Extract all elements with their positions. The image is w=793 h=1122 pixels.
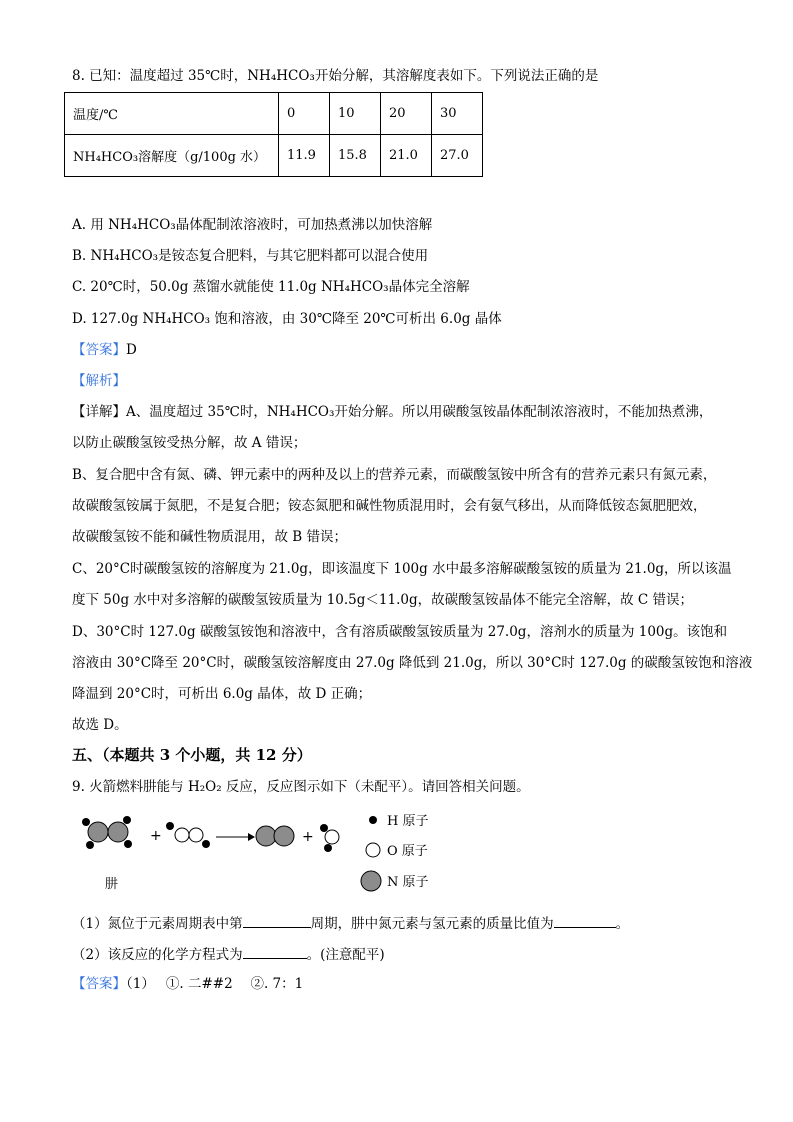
table-row [65,135,483,177]
sub2-text-b: 。(注意配平) [306,947,385,963]
sub2-text-a: （2）该反应的化学方程式为 [72,947,243,963]
analysis-line: D、30°C时 127.0g 碳酸氢铵饱和溶液中，含有溶质碳酸氢铵质量为 27.0g，溶剂水的质量为 100g。该饱和 [72,624,728,640]
sub1-text-a: （1）氮位于元素周期表中第 [72,916,243,932]
analysis-line: B、复合肥中含有氮、磷、钾元素中的两种及以上的营养元素，而碳酸氢铵中所含有的营养元素只有氮元素， [72,467,717,483]
answer-value: （1） ①. 二##2 ②. 7：1 [126,976,304,992]
hydrazine-molecule-icon [82,816,132,849]
n-atom-icon [361,871,381,891]
q9-sub2 [72,944,385,964]
analysis-line: 以防止碳酸氢铵受热分解，故 A 错误； [72,435,307,451]
reaction-diagram [72,808,492,898]
section-title: 五、（本题共 3 个小题，共 12 分） [72,746,312,764]
option-d: D. 127.0g NH₄HCO₃ 饱和溶液，由 30℃降至 20℃可析出 6.0g 晶体 [72,311,502,327]
option-c: C. 20℃时，50.0g 蒸馏水就能使 11.0g NH₄HCO₃晶体完全溶解 [72,279,470,295]
h-atom-icon [369,816,377,824]
q8-answer [72,341,137,359]
legend-h-label: H 原子 [387,814,429,829]
sub1-text-end: 。 [615,916,630,932]
analysis-line: 【详解】A、温度超过 35℃时，NH₄HCO₃开始分解。所以用碳酸氢铵晶体配制浓溶液时，不能加热煮沸， [72,404,713,420]
temp-cell: 30 [432,93,483,135]
analysis-line: 故碳酸氢铵不能和碱性物质混用，故 B 错误； [72,529,348,545]
temp-cell: 10 [330,93,381,135]
table-row [65,93,483,135]
answer-value: D [126,342,137,358]
legend-n-label: N 原子 [387,875,429,890]
sub1-text-b: 周期，肼中氮元素与氢元素的质量比值为 [310,916,554,932]
analysis-tag: 【解析】 [72,373,126,389]
solubility-table [64,92,483,177]
answer-blank-ratio[interactable] [554,913,616,928]
nitrogen-molecule-icon [256,826,294,846]
analysis-line: C、20°C时碳酸氢铵的溶解度为 21.0g，即该温度下 100g 水中最多溶解碳酸氢铵的质量为 21.0g，所以该温 [72,561,732,577]
temp-cell: 20 [381,93,432,135]
analysis-line: 故选 D。 [72,717,128,733]
option-b: B. NH₄HCO₃是铵态复合肥料，与其它肥料都可以混合使用 [72,248,429,264]
q9-answer [72,975,303,993]
analysis-line: 故碳酸氢铵属于氮肥，不是复合肥；铵态氮肥和碱性物质混用时，会有氨气移出，从而降低铵态氮肥肥效， [72,498,707,514]
analysis-line: 溶液由 30°C降至 20°C时，碳酸氢铵溶解度由 27.0g 降低到 21.0g，所以 30°C时 127.0g 的碳酸氢铵饱和溶液 [72,655,753,671]
analysis-line: 度下 50g 水中对多溶解的碳酸氢铵质量为 10.5g＜11.0g，故碳酸氢铵晶体不能完全溶解，故 C 错误； [72,592,694,608]
answer-blank-period[interactable] [243,913,311,928]
hydrogen-peroxide-molecule-icon [166,822,210,848]
option-a: A. 用 NH₄HCO₃晶体配制浓溶液时，可加热煮沸以加快溶解 [72,217,433,233]
answer-blank-equation[interactable] [243,944,307,959]
answer-tag: 【答案】 [72,976,126,992]
hydrazine-label: 肼 [105,877,119,892]
solubility-cell: 27.0 [432,135,483,177]
row-label-temperature: 温度/℃ [65,93,279,135]
temp-cell: 0 [279,93,330,135]
plus-sign: + [150,828,162,844]
o-atom-icon [366,843,380,857]
solubility-cell: 11.9 [279,135,330,177]
legend-o-label: O 原子 [387,844,428,859]
legend [361,814,429,891]
analysis-line: 降温到 20°C时，可析出 6.0g 晶体，故 D 正确； [72,686,372,702]
water-molecule-icon [320,824,339,852]
reaction-arrow-icon [216,833,255,841]
q8-stem: 8. 已知：温度超过 35℃时，NH₄HCO₃开始分解，其溶解度表如下。下列说法正确的是 [72,68,599,84]
solubility-cell: 21.0 [381,135,432,177]
row-label-solubility: NH₄HCO₃溶解度（g/100g 水） [65,135,279,177]
q9-sub1 [72,913,629,933]
solubility-cell: 15.8 [330,135,381,177]
answer-tag: 【答案】 [72,342,126,358]
plus-sign: + [302,829,314,845]
q9-stem: 9. 火箭燃料肼能与 H₂O₂ 反应，反应图示如下（未配平）。请回答相关问题。 [72,779,530,795]
